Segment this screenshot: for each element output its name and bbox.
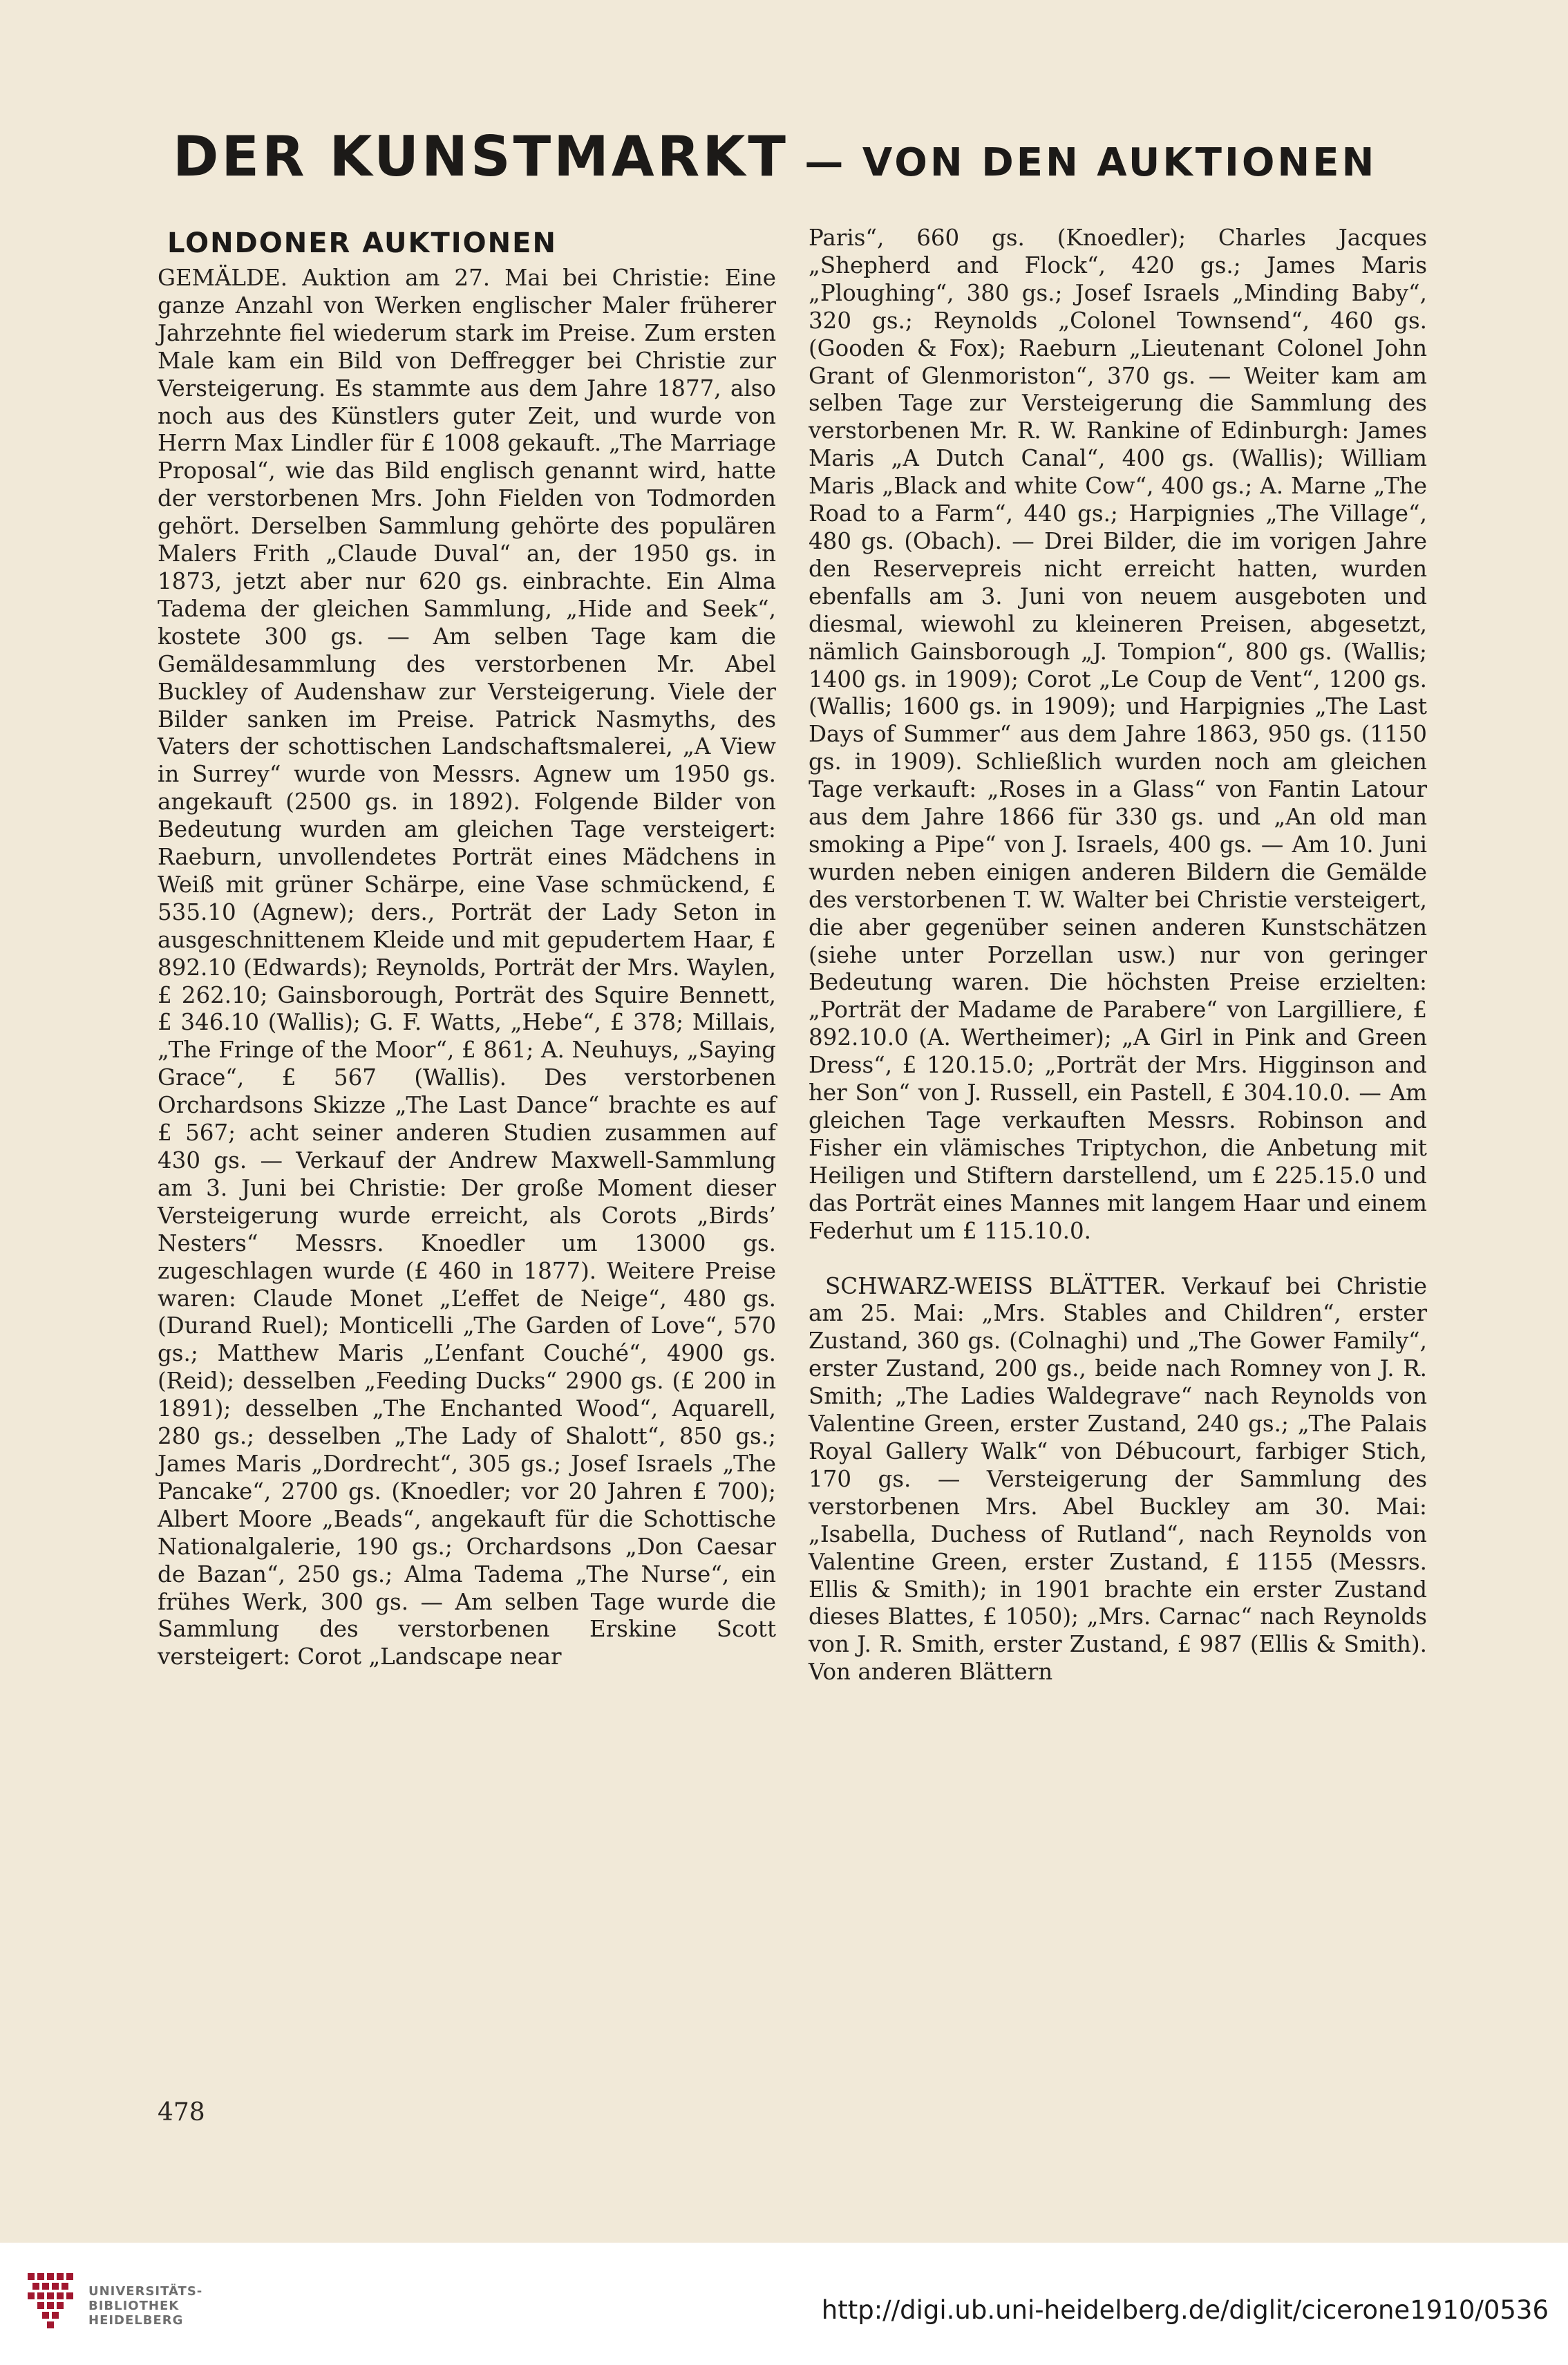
library-name-line2: BIBLIOTHEK — [88, 2299, 180, 2313]
paragraph-paintings: GEMÄLDE. Auktion am 27. Mai bei Christie: Eine ganze Anzahl von Werken englischer Maler früherer Jahrzehnte fiel wiederum stark im Preise. Zum ersten Male kam ein Bild von Deffregger bei Christie zur Versteigerung. Es stammte aus dem Jahre 1877, also noch aus des Künstlers guter Zeit, und wurde von Herrn Max Lindler für £ 1008 gekauft. „The Marriage Proposal“, wie das Bild englisch genannt wird, hatte der verstorbenen Mrs. John Fielden von Todmorden gehört. Derselben Sammlung gehörte des populären Malers Frith „Claude Duval“ an, der 1950 gs. in 1873, jetzt aber nur 620 gs. einbrachte. Ein Alma Tadema der gleichen Sammlung, „Hide and Seek“, kostete 300 gs. — Am selben Tage kam die Gemäldesammlung des verstorbenen Mr. Abel Buckley of Audenshaw zur Versteigerung. Viele der Bilder sanken im Preise. Patrick Nasmyths, des Vaters der schottischen Landschaftsmalerei, „A View in Surrey“ wurde von Messrs. Agnew um 1950 gs. angekauft (2500 gs. in 1892). Folgende Bilder von Bedeutung wurden am gleichen Tage versteigert: Raeburn, unvollendetes Porträt eines Mädchens in Weiß mit grüner Schärpe, eine Vase schmückend, £ 535.10 (Agnew); ders., Porträt der Lady Seton in ausgeschnittenem Kleide und mit gepudertem Haar, £ 892.10 (Edwards); Reynolds, Porträt der Mrs. Waylen, £ 262.10; Gainsborough, Porträt des Squire Bennett, £ 346.10 (Wallis); G. F. Watts, „Hebe“, £ 378; Millais, „The Fringe of the Moor“, £ 861; A. Neuhuys, „Saying Grace“, £ 567 (Wallis). Des verstorbenen Orchardsons Skizze „The Last Dance“ brachte es auf £ 567; acht seiner anderen Studien zusammen auf 430 gs. — Verkauf der Andrew Maxwell-Sammlung am 3. Juni bei Christie: Der große Moment dieser Versteigerung wurde erreicht, als Corots „Birds’ Nesters“ Messrs. Knoedler um 13000 gs. zugeschlagen wurde (£ 460 in 1877). Weitere Preise waren: Claude Monet „L’effet de Neige“, 480 gs. (Durand Ruel); Monticelli „The Garden of Love“, 570 gs.; Matthew Maris „L’enfant Couché“, 4900 gs. (Reid); desselben „Feeding Ducks“ 2900 gs. (£ 200 in 1891); desselben „The Enchanted Wood“, Aquarell, 280 gs.; desselben „The Lady of Shalott“, 850 gs.; James Maris „Dordrecht“, 305 gs.; Josef Israels „The Pancake“, 2700 gs. (Knoedler; vor 20 Jahren £ 700); Albert Moore „Beads“, angekauft für die Schottische Nationalgalerie, 190 gs.; Orchardsons „Don Caesar de Bazan“, 250 gs.; Alma Tadema „The Nurse“, ein frühes Werk, 300 gs. — Am selben Tage wurde die Sammlung des verstorbenen Erskine Scott versteigert: Corot „Landscape near — [158, 265, 776, 1670]
library-name — [88, 2284, 202, 2328]
text-column-right — [809, 225, 1427, 1686]
library-name-line3: HEIDELBERG — [88, 2313, 184, 2328]
section-title-london: LONDONER AUKTIONEN — [167, 227, 557, 259]
text-column-left — [158, 225, 776, 1671]
permalink-url[interactable]: http://digi.ub.uni-heidelberg.de/diglit/cicerone1910/0536 — [821, 2295, 1549, 2325]
paragraph-gap — [809, 1245, 1427, 1273]
paragraph-paintings-continued: Paris“, 660 gs. (Knoedler); Charles Jacques „Shepherd and Flock“, 420 gs.; James Maris „Ploughing“, 380 gs.; Josef Israels „Minding Baby“, 320 gs.; Reynolds „Colonel Townsend“, 460 gs. (Gooden & Fox); Raeburn „Lieutenant Colonel John Grant of Glenmoriston“, 370 gs. — Weiter kam am selben Tage zur Versteigerung die Sammlung des verstorbenen Mr. R. W. Rankine of Edinburgh: James Maris „A Dutch Canal“, 400 gs. (Wallis); William Maris „Black and white Cow“, 400 gs.; A. Marne „The Road to a Farm“, 440 gs.; Harpignies „The Village“, 480 gs. (Obach). — Drei Bilder, die im vorigen Jahre den Reservepreis nicht erreicht hatten, wurden ebenfalls am 3. Juni von neuem ausgeboten und diesmal, wiewohl zu kleineren Preisen, abgesetzt, nämlich Gainsborough „J. Tompion“, 800 gs. (Wallis; 1400 gs. in 1909); Corot „Le Coup de Vent“, 1200 gs. (Wallis; 1600 gs. in 1909); und Harpignies „The Last Days of Summer“ aus dem Jahre 1863, 950 gs. (1150 gs. in 1909). Schließlich wurden noch am gleichen Tage verkauft: „Roses in a Glass“ von Fantin Latour aus dem Jahre 1866 für 330 gs. und „An old man smoking a Pipe“ von J. Israels, 400 gs. — Am 10. Juni wurden neben einigen anderen Bildern die Gemälde des verstorbenen T. W. Walter bei Christie versteigert, die aber gegenüber seinen anderen Kunstschätzen (siehe unter Porzellan usw.) nur von geringer Bedeutung waren. Die höchsten Preise erzielten: „Porträt der Madame de Parabere“ von Largilliere, £ 892.10.0 (A. Wertheimer); „A Girl in Pink and Green Dress“, £ 120.15.0; „Porträt der Mrs. Higginson and her Son“ von J. Russell, ein Pastell, £ 304.10.0. — Am gleichen Tage verkauften Messrs. Robinson and Fisher ein vlämisches Triptychon, die Anbetung mit Heiligen und Stiftern darstellend, um £ 225.15.0 und das Porträt eines Mannes mit langem Haar und einem Federhut um £ 115.10.0. — [809, 225, 1427, 1244]
university-seal-icon — [26, 2272, 75, 2331]
library-name-line1: UNIVERSITÄTS- — [88, 2284, 203, 2299]
page-headline — [173, 124, 1437, 189]
headline-sub: — VON DEN AUKTIONEN — [788, 140, 1377, 185]
page-number: 478 — [158, 2098, 205, 2127]
library-footer — [0, 2243, 1568, 2365]
paragraph-prints: SCHWARZ-WEISS BLÄTTER. Verkauf bei Christie am 25. Mai: „Mrs. Stables and Children“, erster Zustand, 360 gs. (Colnaghi) und „The Gower Family“, erster Zustand, 200 gs., beide nach Romney von J. R. Smith; „The Ladies Waldegrave“ nach Reynolds von Valentine Green, erster Zustand, 240 gs.; „The Palais Royal Gallery Walk“ von Débucourt, farbiger Stich, 170 gs. — Versteigerung der Sammlung des verstorbenen Mrs. Abel Buckley am 30. Mai: „Isabella, Duchess of Rutland“, nach Reynolds von Valentine Green, erster Zustand, £ 1155 (Messrs. Ellis & Smith); in 1901 brachte ein erster Zustand dieses Blattes, £ 1050); „Mrs. Carnac“ nach Reynolds von J. R. Smith, erster Zustand, £ 987 (Ellis & Smith). Von anderen Blättern — [809, 1272, 1427, 1686]
headline-main: DER KUNSTMARKT — [173, 124, 788, 189]
